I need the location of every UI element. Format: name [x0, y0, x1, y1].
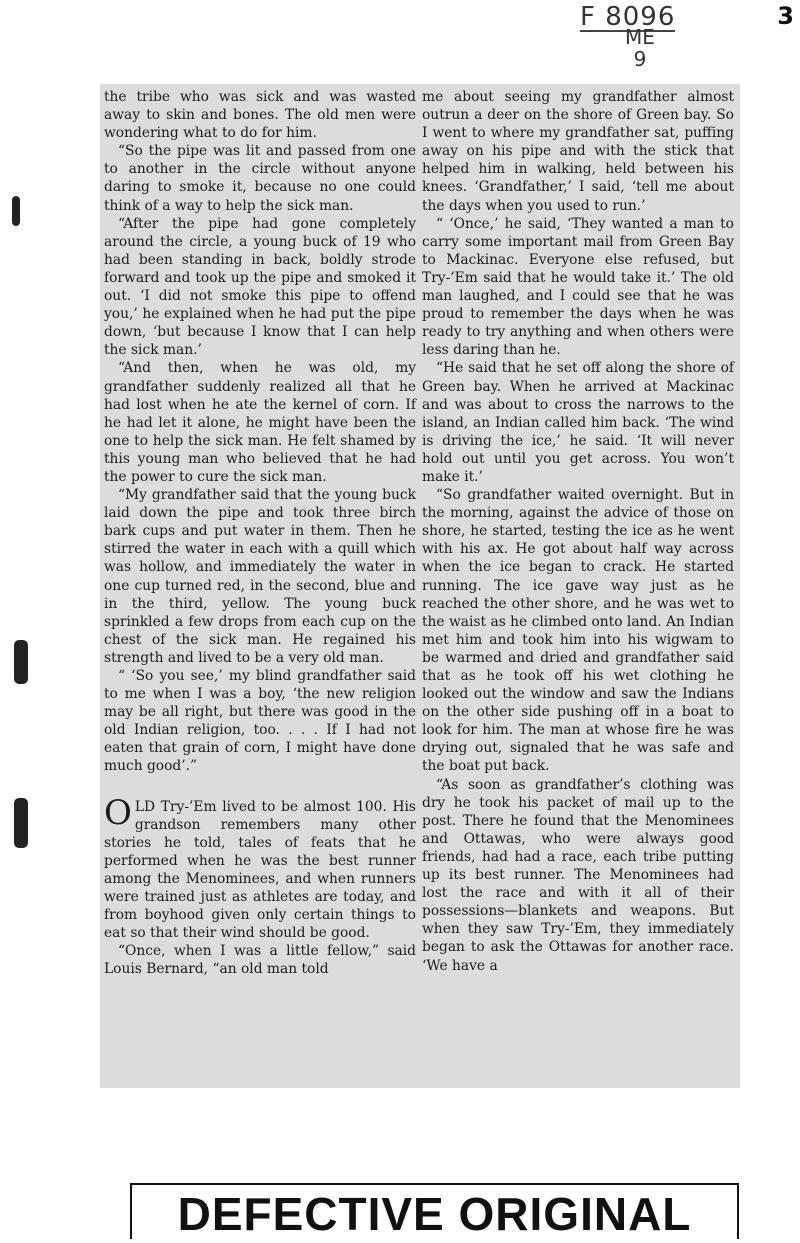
paragraph: “So the pipe was lit and passed from one to another in the circle without anyone daring to smoke it, because no one could think of a way to help the sick man. — [104, 143, 416, 214]
page-number: 3 — [777, 2, 794, 30]
paragraph: “As soon as grandfather’s clothing was dry he took his packet of mail up to the post. There he found that the Menominees and Ottawas, who were always good friends, had had a race, each tribe putting up its best runner. The Menominees had lost the race and with it all of their possessions—blankets and weapons. But when they saw Try-’Em, they immediately began to ask the Ottawas for another race. ‘We have a — [422, 776, 734, 974]
paragraph: “My grandfather said that the young buck laid down the pipe and took three birch bark cups and put water in them. Then he stirred the water in each with a quill which was hollow, and immediately the water in one cup turned red, in the second, blue and in the third, yellow. The young buck sprinkled a few drops from each cup on the chest of the sick man. He regained his strength and lived to be a very old man. — [104, 487, 416, 666]
ink-mark — [12, 196, 20, 226]
location-code-text: ME — [625, 25, 655, 49]
folder-number-text: 9 — [633, 47, 647, 71]
left-column — [104, 88, 416, 979]
archive-reference-code: F 8096 — [580, 2, 676, 32]
defective-original-stamp: DEFECTIVE ORIGINAL — [130, 1183, 739, 1239]
paragraph: “ ‘Once,’ he said, ‘They wanted a man to carry some important mail from Green Bay to Mackinac. Everyone else refused, but Try-’Em said that he would take it.’ The old man laughed, and I could see that he was proud to remember the days when he was ready to try anything and when others were less daring than he. — [422, 215, 734, 359]
paragraph: “And then, when he was old, my grandfather suddenly realized all that he had lost when he ate the kernel of corn. If he had let it alone, he might have been the one to help the sick man. He felt shamed by this young man who believed that he had the power to cure the sick man. — [104, 360, 416, 485]
paragraph: “ ‘So you see,’ my blind grandfather said to me when I was a boy, ‘the new religion may be all right, but there was good in the old Indian religion, too. . . . If I had not eaten that grain of corn, I might have done much good’.” — [104, 668, 416, 775]
ink-mark — [14, 640, 28, 684]
ink-mark — [14, 798, 28, 848]
paragraph: me about seeing my grandfather almost outrun a deer on the shore of Green bay. So I went to where my grandfather sat, puffing away on his pipe and with the stick that helped him in walking, held between his knees. ‘Grandfather,’ I said, ‘tell me about the days when you used to run.’ — [422, 89, 734, 214]
archive-location-code — [625, 26, 655, 70]
section-text: LD Try-’Em lived to be almost 100. His grandson remembers many other stories he told, tales of feats that he performed when he was the best runner among the Menominees, and when runners were trained just as athletes are today, and from boyhood given only certain things to eat so that their wind should be good. — [104, 798, 416, 942]
paragraph: the tribe who was sick and was wasted away to skin and bones. The old men were wondering what to do for him. — [104, 89, 416, 142]
drop-cap: O — [104, 792, 132, 833]
paragraph: “After the pipe had gone completely around the circle, a young buck of 19 who had been standing in back, boldly strode forward and took up the pipe and smoked it out. ‘I did not smoke this pipe to offend you,’ he explained when he had put the pipe down, ‘but because I know that I can help the sick man.’ — [104, 215, 416, 359]
paragraph: “Once, when I was a little fellow,” said Louis Bernard, “an old man told — [104, 943, 416, 978]
section-paragraph — [104, 792, 416, 943]
paragraph: “So grandfather waited overnight. But in the morning, against the advice of those on shore, he started, testing the ice as he went with his ax. He got about half way across when the ice began to crack. He started running. The ice gave way just as he reached the other shore, and he was wet to the waist as he climbed onto land. An Indian met him and took him into his wigwam to be warmed and dried and grandfather said that as he took off his wet clothing he looked out the window and saw the Indians on the other side pushing off in a boat to look for him. The man at whose fire he was drying out, signaled that he was safe and the boat put back. — [422, 487, 734, 775]
newspaper-clipping — [100, 84, 740, 1088]
right-column — [422, 88, 734, 975]
paragraph: “He said that he set off along the shore of Green bay. When he arrived at Mackinac and was about to cross the narrows to the island, an Indian called him back. ‘The wind is driving the ice,’ he said. ‘It will never hold out until you get across. You won’t make it.’ — [422, 360, 734, 485]
